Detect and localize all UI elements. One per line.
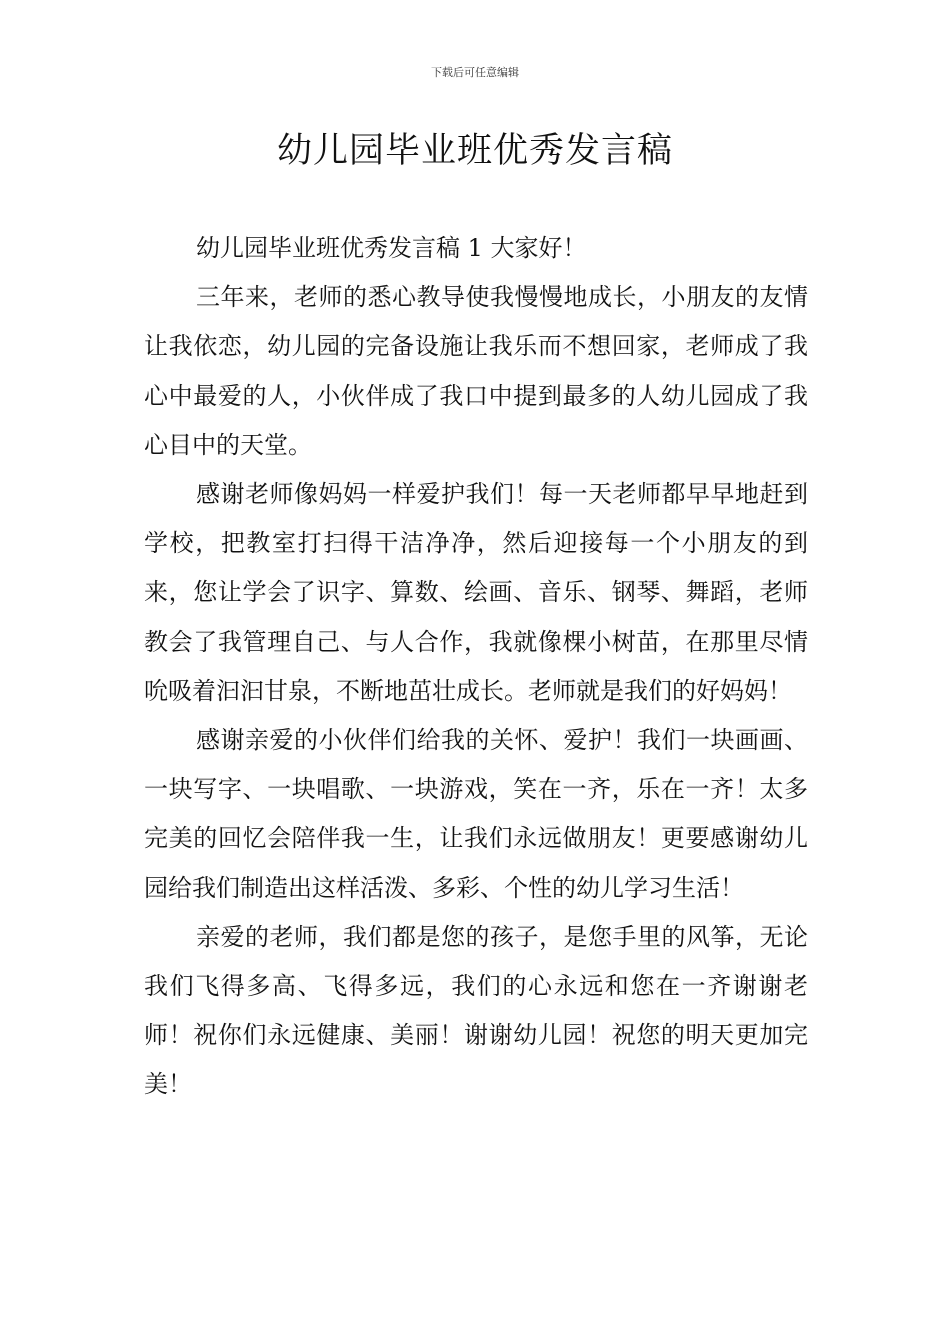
paragraph-thank-teachers: 感谢老师像妈妈一样爱护我们！每一天老师都早早地赶到学校，把教室打扫得干洁净净，然后迎接每一个小朋友的到来，您让学会了识字、算数、绘画、音乐、钢琴、舞蹈，老师教会了我管理自己、与人合作，我就像棵小树苗，在那里尽情吮吸着汩汩甘泉，不断地茁壮成长。老师就是我们的好妈妈！ [144, 480, 808, 705]
paragraph-thank-friends: 感谢亲爱的小伙伴们给我的关怀、爱护！我们一块画画、一块写字、一块唱歌、一块游戏，笑在一齐，乐在一齐！太多完美的回忆会陪伴我一生，让我们永远做朋友！更要感谢幼儿园给我们制造出这样活泼、多彩、个性的幼儿学习生活！ [144, 726, 808, 902]
paragraph-closing: 亲爱的老师，我们都是您的孩子，是您手里的风筝，无论我们飞得多高、飞得多远，我们的心永远和您在一齐谢谢老师！祝你们永远健康、美丽！谢谢幼儿园！祝您的明天更加完美！ [144, 922, 808, 1099]
header-note: 下载后可任意编辑 [431, 66, 519, 79]
paragraph-three-years: 三年来，老师的悉心教导使我慢慢地成长，小朋友的友情让我依恋，幼儿园的完备设施让我乐而不想回家，老师成了我心中最爱的人，小伙伴成了我口中提到最多的人幼儿园成了我心目中的天堂。 [144, 283, 808, 459]
paragraph-greeting: 幼儿园毕业班优秀发言稿 1 大家好！ [196, 234, 587, 262]
document-body [144, 224, 808, 1110]
document-title: 幼儿园毕业班优秀发言稿 [276, 131, 673, 171]
